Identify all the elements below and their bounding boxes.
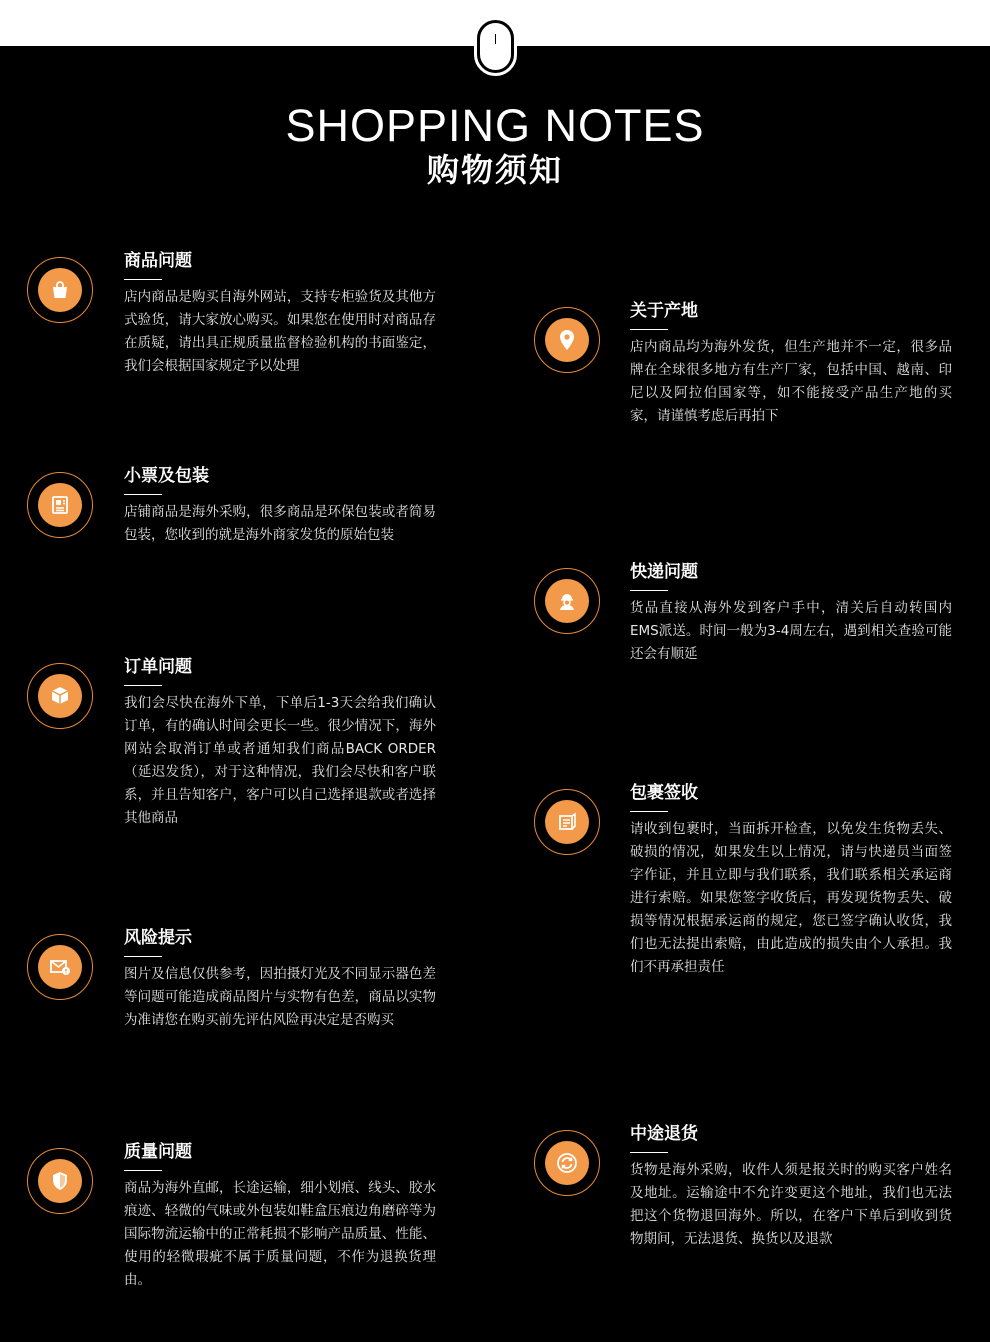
note-title: 关于产地 (630, 301, 698, 321)
note-title: 风险提示 (124, 928, 192, 948)
note-divider (124, 956, 162, 957)
return-cycle-icon (534, 1130, 600, 1196)
shield-icon (27, 1148, 93, 1214)
note-body: 店内商品是购买自海外网站，支持专柜验货及其他方式验货，请大家放心购买。如果您在使用时对商品存在质疑，请出具正规质量监督检验机构的书面鉴定，我们会根据国家规定予以处理 (124, 289, 436, 374)
location-pin-icon (534, 307, 600, 373)
note-body: 商品为海外直邮，长途运输，细小划痕、线头、胶水痕迹、轻微的气味或外包装如鞋盒压痕边角磨碎等为国际物流运输中的正常耗损不影响产品质量、性能、使用的轻微瑕疵不属于质量问题，不作为退换货理由。 (124, 1180, 436, 1288)
note-divider (124, 494, 162, 495)
mail-alert-icon (27, 934, 93, 1000)
note-divider (630, 590, 668, 591)
note-title: 小票及包装 (124, 466, 209, 486)
scroll-mouse-icon (474, 17, 517, 76)
note-title: 快递问题 (630, 562, 698, 582)
page-title-en: SHOPPING NOTES (285, 100, 705, 151)
note-title: 中途退货 (630, 1124, 698, 1144)
note-divider (124, 1170, 162, 1171)
bag-icon (27, 257, 93, 323)
note-divider (124, 279, 162, 280)
note-body: 我们会尽快在海外下单，下单后1-3天会给我们确认订单，有的确认时间会更长一些。很少情况下，海外网站会取消订单或者通知我们商品BACK ORDER（延迟发货），对于这种情况，我们会尽快和客户联系，并且告知客户，客户可以自己选择退款或者选择其他商品 (124, 695, 436, 826)
note-body: 请收到包裹时，当面拆开检查，以免发生货物丢失、破损的情况，如果发生以上情况，请与快递员当面签字作证，并且立即与我们联系，我们联系相关承运商进行索赔。如果您签字收货后，再发现货物丢失、破损等情况根据承运商的规定，您已签字确认收货，我们也无法提出索赔，由此造成的损失由个人承担。我们不再承担责任 (630, 821, 952, 975)
note-divider (630, 1152, 668, 1153)
signed-document-icon (534, 789, 600, 855)
note-title: 质量问题 (124, 1142, 192, 1162)
note-title: 订单问题 (124, 657, 192, 677)
package-box-icon (27, 663, 93, 729)
note-title: 包裹签收 (630, 783, 698, 803)
note-divider (630, 329, 668, 330)
note-divider (630, 811, 668, 812)
note-body: 图片及信息仅供参考，因拍摄灯光及不同显示器色差等问题可能造成商品图片与实物有色差，商品以实物为准请您在购买前先评估风险再决定是否购买 (124, 966, 436, 1028)
courier-icon (534, 568, 600, 634)
page-title-zh: 购物须知 (426, 151, 563, 189)
note-divider (124, 685, 162, 686)
note-body: 店内商品均为海外发货，但生产地并不一定，很多品牌在全球很多地方有生产厂家，包括中国、越南、印尼以及阿拉伯国家等，如不能接受产品生产地的买家，请谨慎考虑后再拍下 (630, 339, 952, 424)
note-title: 商品问题 (124, 251, 192, 271)
note-body: 货物是海外采购，收件人须是报关时的购买客户姓名及地址。运输途中不允许变更这个地址，我们也无法把这个货物退回海外。所以，在客户下单后到收到货物期间，无法退货、换货以及退款 (630, 1162, 952, 1247)
note-body: 货品直接从海外发到客户手中，清关后自动转国内EMS派送。时间一般为3-4周左右，遇到相关查验可能还会有顺延 (630, 600, 952, 662)
receipt-icon (27, 472, 93, 538)
note-body: 店铺商品是海外采购，很多商品是环保包装或者简易包装，您收到的就是海外商家发货的原始包装 (124, 504, 436, 543)
